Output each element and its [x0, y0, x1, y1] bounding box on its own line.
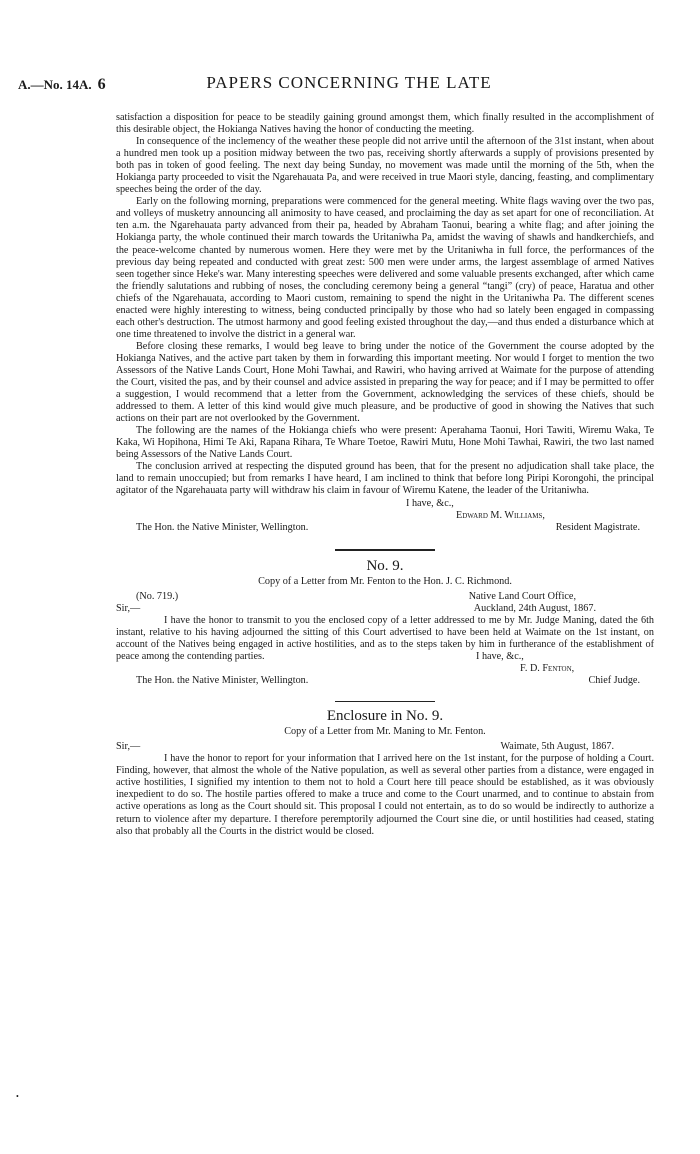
paragraph: Early on the following morning, preparations were commenced for the general meeting. White flags waving over the two pas, and volleys of musketry announcing all animosity to have ceased, and proclaiming the day as set apart for one of reconciliation. At ten a.m. the Ngarehauata party advanced from their pa, headed by Abraham Taonui, bearing a white flag; and after joining the Hokianga party, the whole continued their march towards the Uritaniwha Pa, amidst the waving of shawls and handkerchiefs, and the peace-welcome chanted by numerous women. Here they were met by the Uritaniwha in full force, the performances of the previous day being repeated and conducted with great zest: 500 men were under arms, the largest assemblage of armed Natives seen together since Heke's war. Many interesting speeches were delivered and some valuable presents exchanged, after which came the friendly salutations and rubbing of noses, the concluding ceremony being a general “tangi” (cry) of peace, Haratua and other chiefs of the Ngarehauata, according to Maori custom, remaining to spend the night in the Uritaniwha Pa. The different scenes enacted were highly interesting to witness, being conducted principally by those who had so lately been engaged in compassing each other's destruction. The utmost harmony and good feeling existed throughout the day,—and thus ended a disturbance which at one time threatened to involve the district in a general war.	[116, 196, 654, 340]
letter-williams	[116, 112, 654, 534]
margin-mark: •	[16, 1092, 19, 1101]
addressee: The Hon. the Native Minister, Wellington.	[136, 675, 309, 687]
document-body	[116, 112, 654, 838]
signer-title: Chief Judge.	[588, 675, 640, 687]
place-date: Waimate, 5th August, 1867.	[500, 741, 614, 753]
section-heading: Enclosure in No. 9.	[326, 708, 444, 725]
paragraph: In consequence of the inclemency of the weather these people did not arrive until the afternoon of the 31st instant, when about a hundred men took up a position midway between the two pas, receiving shortly afterwards a supply of provisions presented by both pas in token of good feeling. The next day being Sunday, no movement was made until the morning of the 5th, when the Hokianga party proceeded to visit the Ngarehauata Pa, and were received in true Maori style, dancing, feasting, and complimentary speeches being the order of the day.	[116, 136, 654, 196]
running-title: PAPERS CONCERNING THE LATE	[206, 73, 492, 92]
letter-no-9	[116, 557, 654, 688]
signature: F. D. Fenton,	[520, 663, 575, 675]
letter-number: (No. 719.)	[136, 590, 179, 602]
paragraph: I have the honor to report for your information that I arrived here on the 1st instant, for the purpose of holding a Court. Finding, however, that almost the whole of the Native population, as well as several other parties from a distance, were engaged in active hostilities, I signified my intention to them not to hold a Court here till peace should be established, as it was obviously inexpedient to do so. The hostile parties offered to make a truce and come to the Court unarmed, and to continue to abstain from active operations as long as the Court should sit. This proposal I could not entertain, as to do so would be indirectly to authorize a return to violence after my departure. I therefore peremptorily adjourned the Court sine die, or until hostilities had ceased, stating also that probably all the Courts in the district would be closed.	[116, 753, 654, 837]
signature: Edward M. Williams,	[456, 509, 545, 521]
paragraph: satisfaction a disposition for peace to be steadily gaining ground amongst them, which finally resulted in the accomplishment of this desirable object, the Hokianga Natives having the honor of conducting the meeting.	[116, 112, 654, 136]
closing: I have, &c.,	[406, 497, 454, 509]
paragraph: Before closing these remarks, I would beg leave to bring under the notice of the Government the course adopted by the Hokianga Natives, and the active part taken by them in forwarding this important meeting. Nor would I forget to mention the two Assessors of the Native Lands Court, Hone Mohi Tawhai, and Rawiri, who having arrived at Waimate for the purpose of attending the Court, visited the pas, and by their counsel and advice assisted in preparing the way for peace; and if I may be permitted to offer a suggestion, I would recommend that a letter from the Government, acknowledging the services of these chiefs, should be addressed to them. A letter of this kind would give much pleasure, and be productive of good in showing the Natives that such actions on their part are not overlooked by the Government.	[116, 340, 654, 425]
salutation: Sir,—	[116, 741, 141, 753]
reference-code: A.—No. 14A.	[18, 77, 92, 92]
place-date: Auckland, 24th August, 1867.	[473, 602, 596, 614]
section-divider	[335, 549, 435, 551]
letter-subtitle: Copy of a Letter from Mr. Fenton to the Hon. J. C. Richmond.	[258, 575, 512, 587]
office-name: Native Land Court Office,	[468, 590, 576, 602]
letter-subtitle: Copy of a Letter from Mr. Maning to Mr. Fenton.	[284, 726, 486, 738]
salutation: Sir,—	[116, 602, 141, 614]
addressee: The Hon. the Native Minister, Wellington.	[136, 521, 309, 533]
enclosure-no-9	[116, 710, 654, 837]
closing: I have, &c.,	[476, 651, 524, 663]
page-header	[18, 73, 680, 98]
section-heading: No. 9.	[366, 557, 404, 574]
paragraph: I have the honor to transmit to you the enclosed copy of a letter addressed to me by Mr. Judge Maning, dated the 6th instant, relative to his having adjourned the sitting of this Court advertised to have been held at Waimate on the 1st instant, on account of the Natives being engaged in active hostilities, and as to the steps taken by him in furtherance of the establishment of peace among the contending parties.	[116, 614, 654, 662]
signer-title: Resident Magistrate.	[555, 521, 640, 533]
paragraph: The following are the names of the Hokianga chiefs who were present: Aperahama Taonui, Hori Tawiti, Wiremu Waka, Te Kaka, Wi Hopihona, Himi Te Aki, Rapana Rihara, Te Whare Toetoe, Rawiri Mutu, Hone Mohi Tawhai, Rawiri, the two last named being Assessors of the Native Lands Court.	[116, 425, 654, 461]
paragraph: The conclusion arrived at respecting the disputed ground has been, that for the present no adjudication shall take place, the land to remain unoccupied; but from remarks I have heard, I am inclined to think that before long Piripi Korongohi, the principal agitator of the Ngarehauata party will withdraw his claim in favour of Wiremu Katene, the leader of the Uritaniwha.	[116, 461, 654, 497]
page-number: 6	[97, 76, 106, 93]
section-divider	[335, 701, 435, 702]
